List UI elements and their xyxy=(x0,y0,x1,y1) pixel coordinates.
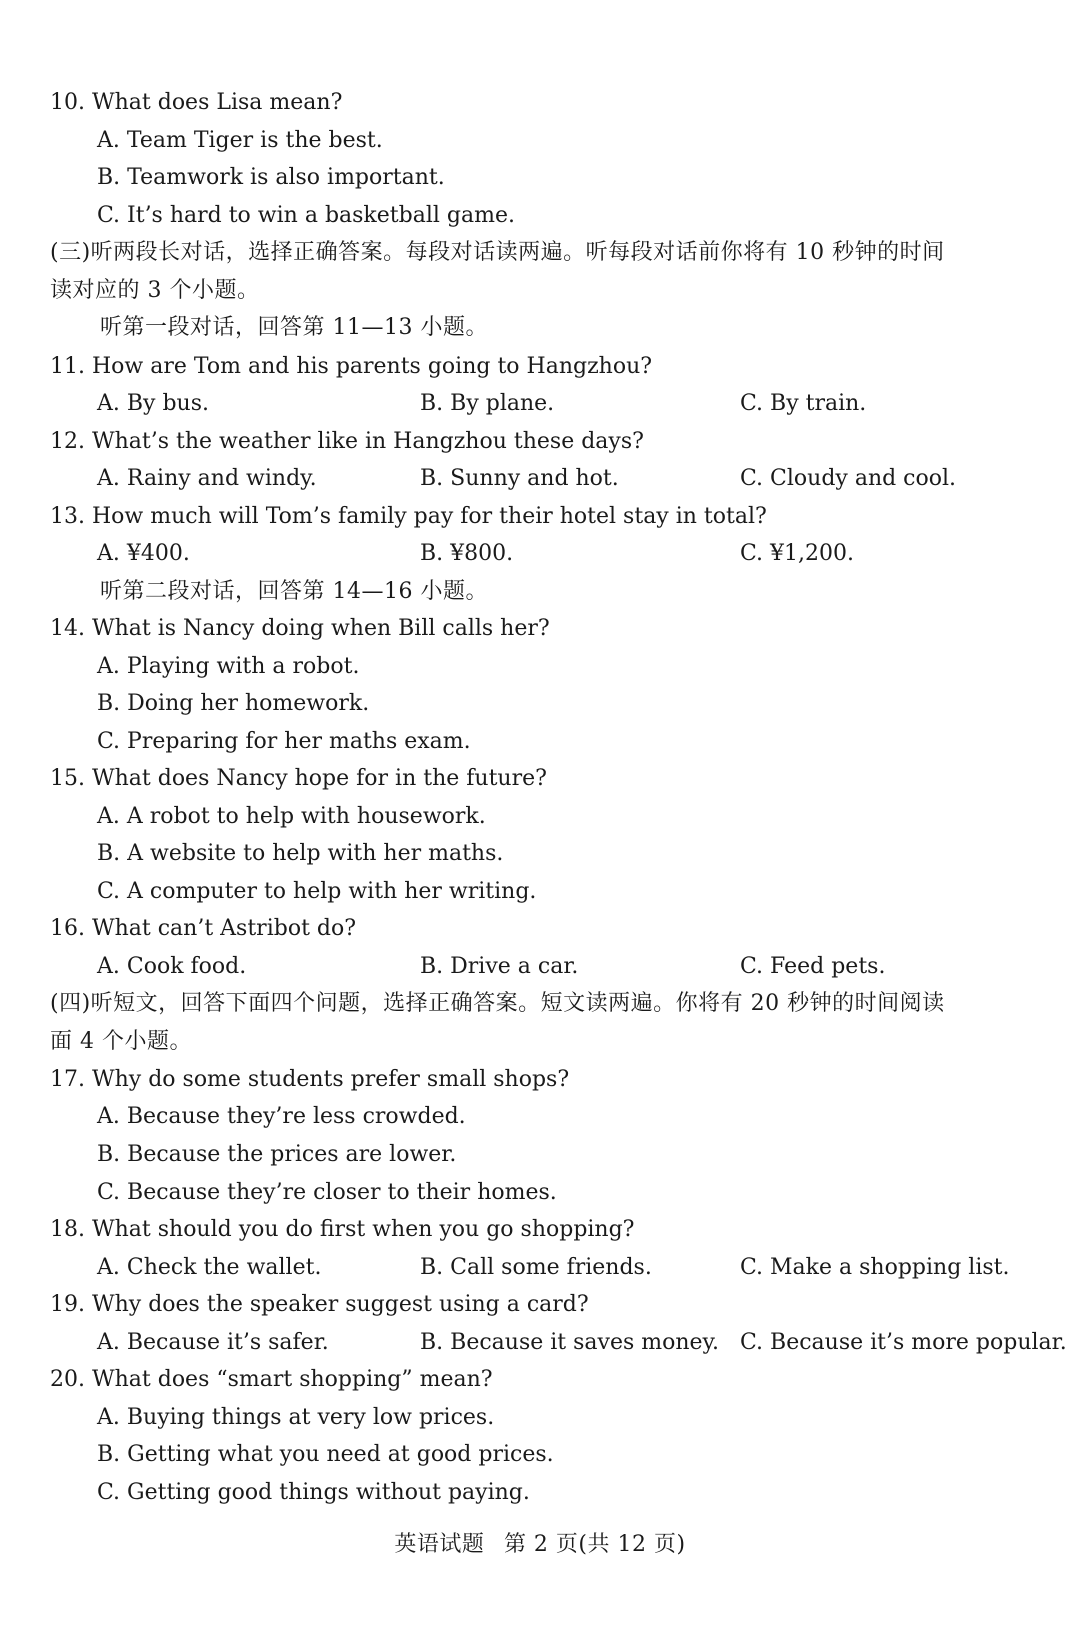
question-text: Why do some students prefer small shops? xyxy=(92,1067,570,1092)
option-a: A. ¥400. xyxy=(97,541,190,566)
question-14 xyxy=(50,614,550,644)
question-text: Why does the speaker suggest using a card? xyxy=(92,1292,589,1317)
option-c: C. Because it’s more popular. xyxy=(740,1330,1067,1355)
option-c: C. By train. xyxy=(740,391,867,416)
option-b: B. Because it saves money. xyxy=(420,1330,720,1355)
option-a: A. Team Tiger is the best. xyxy=(97,128,383,153)
option-a: A. Check the wallet. xyxy=(97,1255,322,1280)
option-b: B. Call some friends. xyxy=(420,1255,652,1280)
question-number: 10. xyxy=(50,90,85,115)
option-b: B. Doing her homework. xyxy=(97,691,370,716)
option-b: B. Getting what you need at good prices. xyxy=(97,1442,554,1467)
question-text: What does Nancy hope for in the future? xyxy=(92,766,547,791)
option-b: B. Drive a car. xyxy=(420,954,579,979)
option-b: B. Sunny and hot. xyxy=(420,466,619,491)
question-number: 18. xyxy=(50,1217,85,1242)
question-text: How much will Tom’s family pay for their hotel stay in total? xyxy=(92,504,767,529)
question-text: What should you do first when you go shopping? xyxy=(92,1217,635,1242)
question-text: What’s the weather like in Hangzhou these days? xyxy=(92,429,644,454)
question-number: 16. xyxy=(50,916,85,941)
option-a: A. By bus. xyxy=(97,391,209,416)
question-17 xyxy=(50,1065,569,1095)
option-a: A. Cook food. xyxy=(97,954,247,979)
option-a: A. Because they’re less crowded. xyxy=(97,1104,466,1129)
option-c: C. Cloudy and cool. xyxy=(740,466,957,491)
question-19 xyxy=(50,1290,589,1320)
question-18 xyxy=(50,1215,634,1245)
option-b: B. Teamwork is also important. xyxy=(97,165,445,190)
footer-page-number: 第 2 页(共 12 页) xyxy=(503,1532,686,1557)
option-c: C. Getting good things without paying. xyxy=(97,1480,530,1505)
section-instruction-continued: 读对应的 3 个小题。 xyxy=(50,278,260,303)
dialogue-intro-2: 听第二段对话，回答第 14—16 小题。 xyxy=(100,579,488,604)
section-instruction-continued: 面 4 个小题。 xyxy=(50,1029,192,1054)
question-text: What does Lisa mean? xyxy=(92,90,343,115)
option-b: B. By plane. xyxy=(420,391,555,416)
option-b: B. Because the prices are lower. xyxy=(97,1142,457,1167)
question-number: 17. xyxy=(50,1067,85,1092)
option-c: C. Feed pets. xyxy=(740,954,886,979)
question-number: 13. xyxy=(50,504,85,529)
option-b: B. A website to help with her maths. xyxy=(97,841,504,866)
question-text: What can’t Astribot do? xyxy=(92,916,357,941)
page-footer xyxy=(0,1530,1080,1560)
question-number: 14. xyxy=(50,616,85,641)
question-text: What is Nancy doing when Bill calls her? xyxy=(92,616,550,641)
option-a: A. Rainy and windy. xyxy=(97,466,317,491)
question-13 xyxy=(50,502,767,532)
option-c: C. It’s hard to win a basketball game. xyxy=(97,203,515,228)
option-a: A. Playing with a robot. xyxy=(97,654,360,679)
question-11 xyxy=(50,352,652,382)
question-number: 15. xyxy=(50,766,85,791)
question-number: 12. xyxy=(50,429,85,454)
option-a: A. Because it’s safer. xyxy=(97,1330,329,1355)
question-15 xyxy=(50,764,547,794)
section-instruction: (四)听短文，回答下面四个问题，选择正确答案。短文读两遍。你将有 20 秒钟的时间阅读 xyxy=(50,991,945,1016)
footer-subject: 英语试题 xyxy=(394,1532,485,1557)
question-number: 20. xyxy=(50,1367,85,1392)
option-c: C. Make a shopping list. xyxy=(740,1255,1010,1280)
option-c: C. Preparing for her maths exam. xyxy=(97,729,471,754)
option-c: C. Because they’re closer to their homes. xyxy=(97,1180,557,1205)
question-10 xyxy=(50,88,342,118)
question-number: 19. xyxy=(50,1292,85,1317)
dialogue-intro-1: 听第一段对话，回答第 11—13 小题。 xyxy=(100,315,488,340)
question-16 xyxy=(50,914,356,944)
question-12 xyxy=(50,427,644,457)
option-b: B. ¥800. xyxy=(420,541,514,566)
question-text: How are Tom and his parents going to Hangzhou? xyxy=(92,354,653,379)
option-c: C. ¥1,200. xyxy=(740,541,855,566)
question-text: What does “smart shopping” mean? xyxy=(92,1367,493,1392)
section-instruction: (三)听两段长对话，选择正确答案。每段对话读两遍。听每段对话前你将有 10 秒钟的时间 xyxy=(50,240,945,265)
option-a: A. A robot to help with housework. xyxy=(97,804,486,829)
question-20 xyxy=(50,1365,493,1395)
option-a: A. Buying things at very low prices. xyxy=(97,1405,495,1430)
question-number: 11. xyxy=(50,354,85,379)
option-c: C. A computer to help with her writing. xyxy=(97,879,537,904)
